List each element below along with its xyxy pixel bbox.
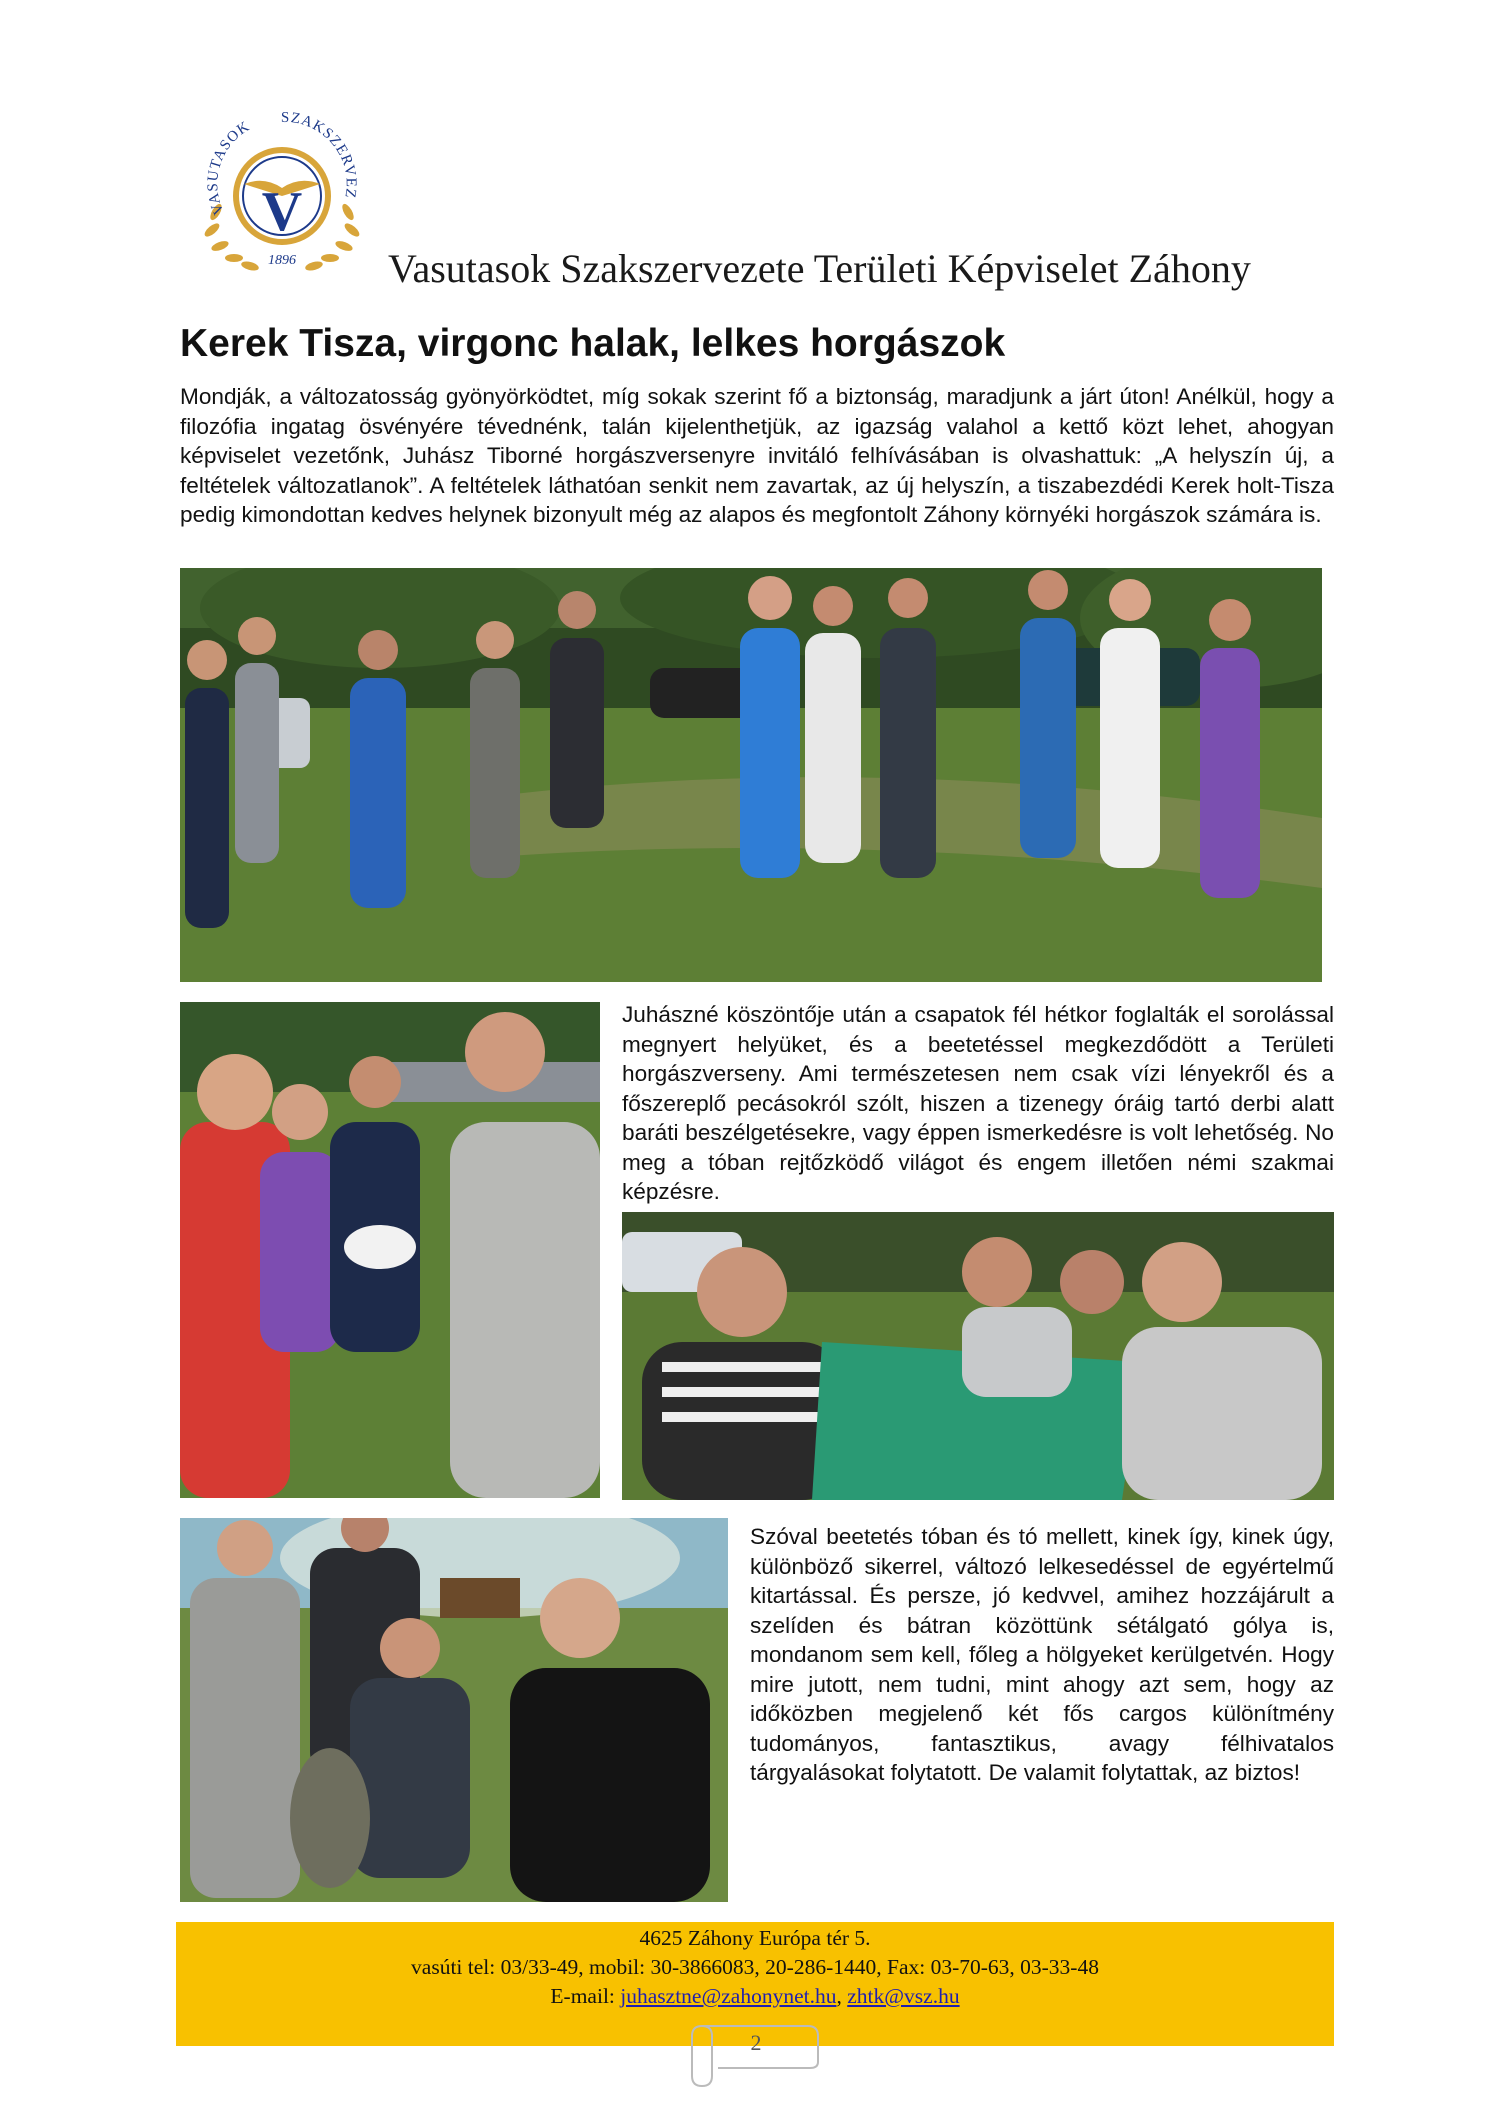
email-link-juhasztne[interactable]: juhasztne@zahonynet.hu <box>620 1984 837 2008</box>
weighing-photo <box>180 1518 728 1902</box>
footer-email-line <box>176 1984 1334 2009</box>
logo-arc-left: VASUTASOK <box>205 118 253 217</box>
logo-arc-right: SZAKSZERVEZ <box>280 109 359 200</box>
table-photo <box>622 1212 1334 1500</box>
footer-email-separator: , <box>836 1984 848 2008</box>
third-paragraph: Szóval beetetés tóban és tó mellett, kinek így, kinek úgy, különböző sikerrel, változó lelkesedéssel de egyértelmű kitartással. És persze, jó kedvvel, amihez hozzájárult a szelíden és bátran közöttünk sétálgató gólya is, mondanom sem kell, főleg a hölgyeket kerülgetvén. Hogy mire jutott, nem tudni, mint ahogy azt sem, hogy az időközben megjelenő két fős cargos különítmény tudományos, fantasztikus, avagy félhivatalos tárgyalásokat folytatott. De valamit folytattak, az biztos! <box>750 1524 1334 1785</box>
footer-email-label: E-mail: <box>550 1984 621 2008</box>
second-paragraph: Juhászné köszöntője után a csapatok fél hétkor foglalták el sorolással megnyert helyüket, és a beetetéssel megkezdődött a Területi horgászverseny. Ami természetesen nem csak vízi lényekről és a főszereplő pecásokról szólt, hiszen a tizenegy óráig tartó derbi alatt baráti beszélgetésekre, vagy éppen ismerkedésre is volt lehetőség. No meg a tóban rejtőzködő világot és engem illetően némi szakmai képzésre. <box>622 1002 1334 1204</box>
page-number: 2 <box>750 2030 762 2055</box>
logo-year: 1896 <box>268 253 296 268</box>
footer-address: 4625 Záhony Európa tér 5. <box>639 1926 871 1950</box>
contestants-photo <box>180 1002 600 1498</box>
footer-phones: vasúti tel: 03/33-49, mobil: 30-3866083, 20-286-1440, Fax: 03-70-63, 03-33-48 <box>411 1955 1099 1979</box>
group-photo <box>180 568 1322 982</box>
union-logo <box>186 92 376 282</box>
org-name: Vasutasok Szakszervezete Területi Képviselet Záhony <box>388 246 1251 291</box>
article-title: Kerek Tisza, virgonc halak, lelkes horgászok <box>180 322 1006 365</box>
intro-paragraph: Mondják, a változatosság gyönyörködtet, míg sokak szerint fő a biztonság, maradjunk a járt úton! Anélkül, hogy a filozófia ingatag ösvényére tévednénk, talán kijelenthetjük, az igazság valahol a kettő közt lehet, ahogyan képviselet vezetőnk, Juhász Tiborné horgászversenyre invitáló felhívásában is olvashattuk: „A helyszín új, a feltételek változatlanok”. A feltételek láthatóan senkit nem zavartak, az új helyszín, a tiszabezdédi Kerek holt-Tisza pedig kimondottan kedves helynek bizonyult még az alapos és megfontolt Záhony környéki horgászok számára is. <box>180 384 1334 527</box>
email-link-zhtk[interactable]: zhtk@vsz.hu <box>847 1984 960 2008</box>
logo-letter: V <box>261 181 303 243</box>
